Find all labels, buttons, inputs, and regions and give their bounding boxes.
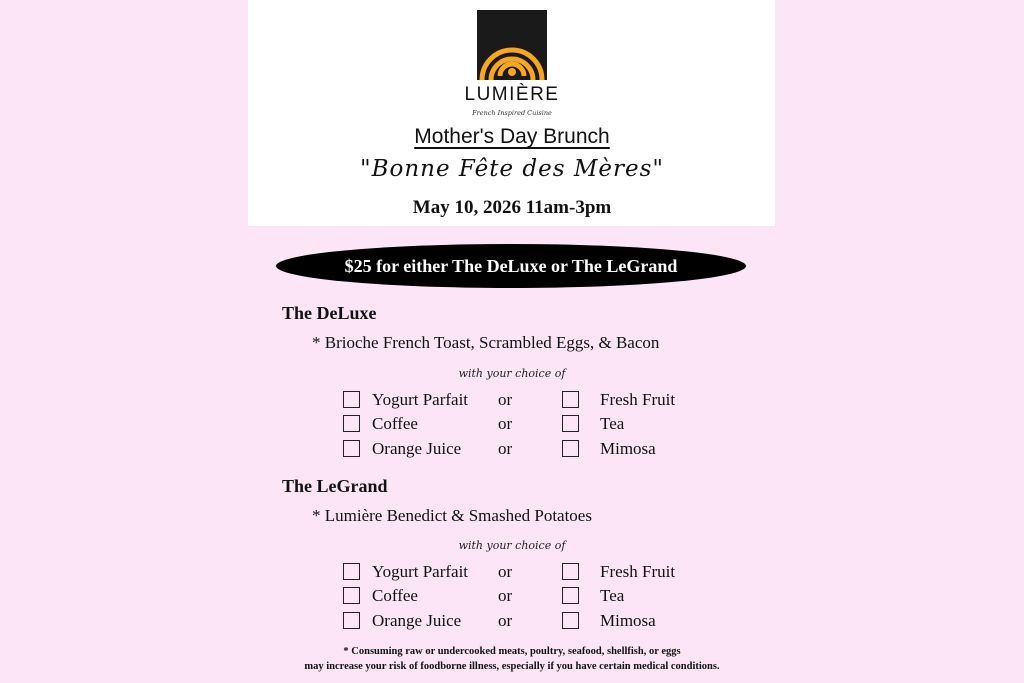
menu-item-legrand: * Lumière Benedict & Smashed Potatoes (312, 506, 592, 525)
option-row (343, 585, 703, 607)
option-label: Yogurt Parfait (372, 390, 469, 409)
or-label: or (498, 562, 513, 581)
option-label: Fresh Fruit (600, 390, 676, 409)
or-label: or (498, 414, 513, 433)
option-label: Tea (600, 586, 625, 605)
logo-name: LUMIÈRE (464, 84, 560, 105)
option-label: Coffee (372, 586, 418, 605)
checkbox-tea[interactable] (562, 587, 579, 604)
checkbox-tea[interactable] (562, 415, 579, 432)
option-row (343, 413, 703, 435)
price-banner (276, 244, 746, 288)
choice-note-legrand: with your choice of (458, 539, 566, 552)
event-title-text: Mother's Day Brunch (414, 125, 610, 148)
menu-title-legrand: The LeGrand (282, 476, 388, 496)
checkbox-yogurt-parfait[interactable] (343, 563, 360, 580)
menu-title-deluxe: The DeLuxe (282, 303, 377, 323)
option-label: Yogurt Parfait (372, 562, 469, 581)
event-subtitle: "Bonne Fête des Mères" (360, 156, 664, 182)
option-label: Mimosa (600, 439, 656, 458)
option-row (343, 561, 703, 583)
option-label: Orange Juice (372, 611, 462, 630)
or-label: or (498, 611, 513, 630)
option-label: Mimosa (600, 611, 656, 630)
checkbox-fresh-fruit[interactable] (562, 563, 579, 580)
event-date: May 10, 2026 11am-3pm (412, 197, 612, 218)
or-label: or (498, 390, 513, 409)
option-row (343, 438, 703, 460)
option-label: Tea (600, 414, 625, 433)
option-row (343, 389, 703, 411)
option-label: Coffee (372, 414, 418, 433)
logo-tagline: French Inspired Cuisine (472, 109, 552, 117)
option-label: Fresh Fruit (600, 562, 676, 581)
menu-item-deluxe: * Brioche French Toast, Scrambled Eggs, & Bacon (312, 333, 660, 352)
checkbox-mimosa[interactable] (562, 612, 579, 629)
checkbox-mimosa[interactable] (562, 440, 579, 457)
checkbox-coffee[interactable] (343, 415, 360, 432)
option-row (343, 610, 703, 632)
checkbox-coffee[interactable] (343, 587, 360, 604)
or-label: or (498, 439, 513, 458)
option-label: Orange Juice (372, 439, 462, 458)
or-label: or (498, 586, 513, 605)
checkbox-yogurt-parfait[interactable] (343, 391, 360, 408)
price-banner-text: $25 for either The DeLuxe or The LeGrand (344, 255, 678, 276)
checkbox-fresh-fruit[interactable] (562, 391, 579, 408)
disclaimer-line-1: * Consuming raw or undercooked meats, poultry, seafood, shellfish, or eggs (343, 646, 681, 657)
disclaimer-line-2: may increase your risk of foodborne illness, especially if you have certain medical conditions. (304, 661, 720, 672)
checkbox-orange-juice[interactable] (343, 440, 360, 457)
event-title (312, 125, 712, 149)
choice-note-deluxe: with your choice of (458, 367, 566, 380)
checkbox-orange-juice[interactable] (343, 612, 360, 629)
lumiere-logo-icon (477, 10, 547, 80)
